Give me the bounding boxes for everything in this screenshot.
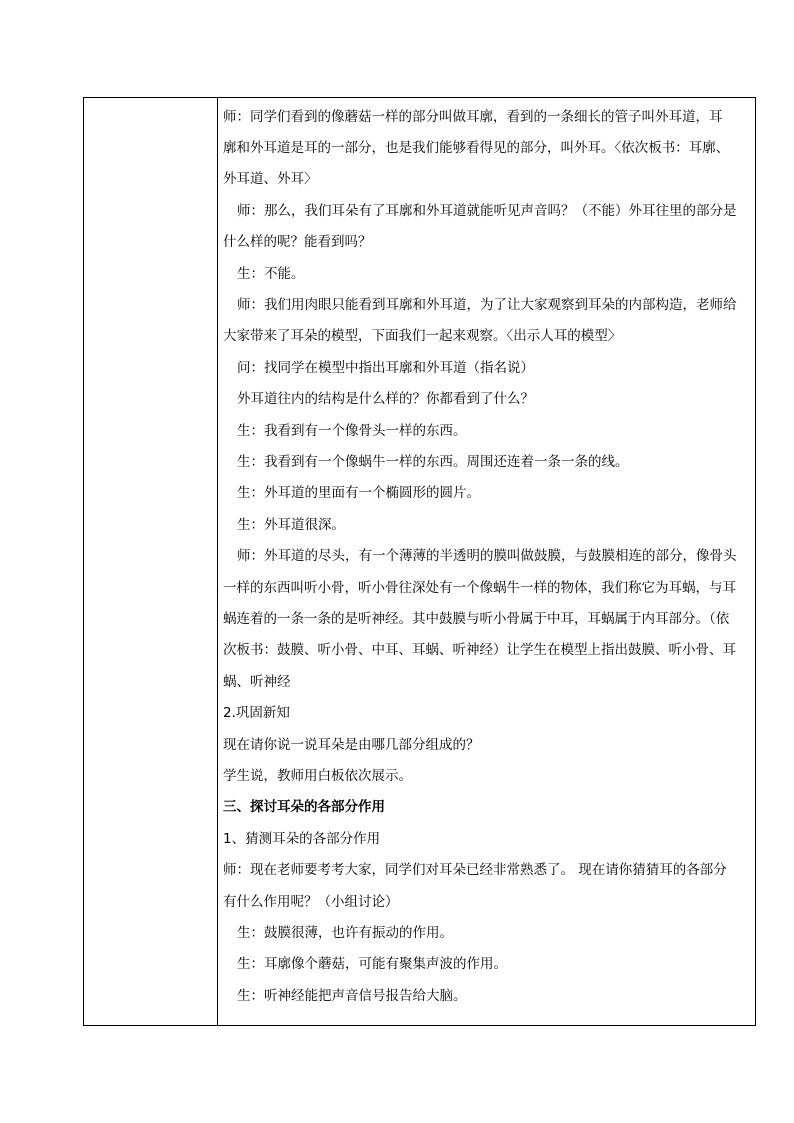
paragraph-line: 问：找同学在模型中指出耳廓和外耳道（指名说） [237,360,534,376]
paragraph-line: 廓和外耳道是耳的一部分，也是我们能够看得见的部分，叫外耳。〈依次板书：耳廓、 [223,140,730,156]
paragraph-line: 生：耳廓像个蘑菇，可能有聚集声波的作用。 [237,956,507,972]
section-heading: 三、探讨耳朵的各部分作用 [223,799,385,815]
paragraph-line: 生：外耳道很深。 [237,517,345,533]
paragraph-line: 外耳道往内的结构是什么样的？你都看到了什么？ [237,391,534,407]
paragraph-line: 现在请你说一说耳朵是由哪几部分组成的？ [223,737,480,753]
paragraph-line: 大家带来了耳朵的模型，下面我们一起来观察。〈出示人耳的模型〉 [223,328,622,344]
paragraph-line: 外耳道、外耳〉 [223,171,318,187]
paragraph-line: 生：鼓膜很薄，也许有振动的作用。 [237,925,453,941]
paragraph-line: 师：现在老师要考考大家，同学们对耳朵已经非常熟悉了。 现在请你猜猜耳的各部分 [223,862,727,878]
lesson-table [83,97,756,1026]
paragraph-line: 师：我们用肉眼只能看到耳廓和外耳道，为了让大家观察到耳朵的内部构造，老师给 [237,297,737,313]
paragraph-line: 生：听神经能把声音信号报告给大脑。 [237,988,467,1004]
paragraph-line: 一样的东西叫听小骨，听小骨往深处有一个像蜗牛一样的物体，我们称它为耳蜗，与耳 [223,580,736,596]
column-divider [217,98,218,1025]
paragraph-line: 师：同学们看到的像蘑菇一样的部分叫做耳廓，看到的一条细长的管子叫外耳道，耳 [223,109,723,125]
paragraph-line: 1、猜测耳朵的各部分作用 [223,831,381,847]
paragraph-line: 生：外耳道的里面有一个椭圆形的圆片。 [237,485,480,501]
paragraph-line: 生：我看到有一个像蜗牛一样的东西。周围还连着一条一条的线。 [237,454,629,470]
paragraph-line: 学生说，教师用白板依次展示。 [223,768,412,784]
paragraph-line: 蜗、听神经 [223,674,291,690]
paragraph-line: 蜗连着的一条一条的是听神经。其中鼓膜与听小骨属于中耳，耳蜗属于内耳部分。（依 [223,611,730,627]
paragraph-line: 2.巩固新知 [223,705,290,721]
paragraph-line: 生：我看到有一个像骨头一样的东西。 [237,423,467,439]
paragraph-line: 师：外耳道的尽头，有一个薄薄的半透明的膜叫做鼓膜，与鼓膜相连的部分，像骨头 [237,548,737,564]
paragraph-line: 次板书：鼓膜、听小骨、中耳、耳蜗、听神经）让学生在模型上指出鼓膜、听小骨、耳 [223,642,736,658]
paragraph-line: 什么样的呢？能看到吗？ [223,234,372,250]
paragraph-line: 有什么作用呢？（小组讨论） [223,894,399,910]
paragraph-line: 生：不能。 [237,266,305,282]
paragraph-line: 师：那么，我们耳朵有了耳廓和外耳道就能听见声音吗？（不能）外耳往里的部分是 [237,203,737,219]
